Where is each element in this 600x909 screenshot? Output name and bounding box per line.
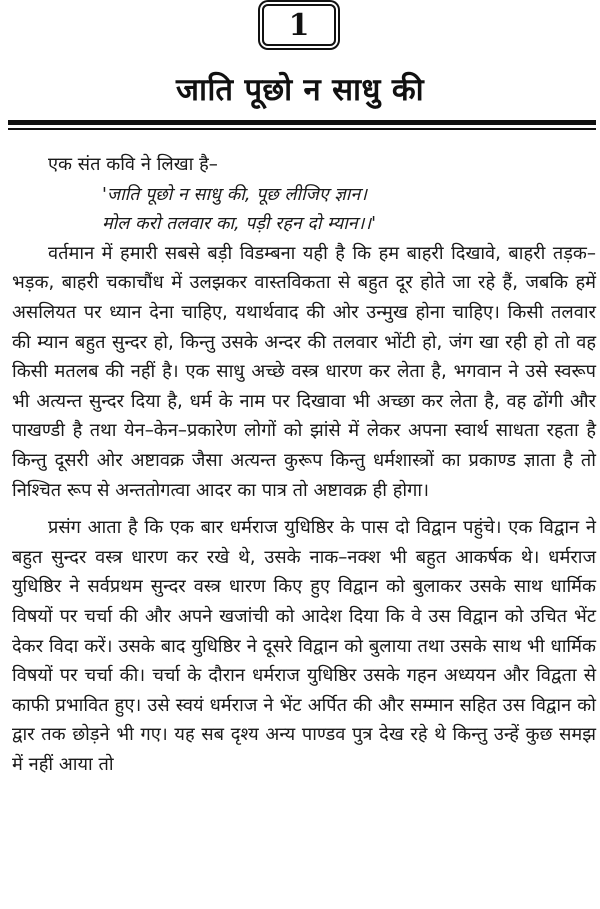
chapter-title: जाति पूछो न साधु की [176, 72, 424, 108]
intro-line: एक संत कवि ने लिखा है– [48, 154, 218, 175]
paragraph-2: प्रसंग आता है कि एक बार धर्मराज युधिष्ठिर के पास दो विद्वान पहुंचे। एक विद्वान ने बहुत सुन्दर वस्त्र धारण कर रखे थे, उसके नाक–नक्श भी बहुत आकर्षक थे। धर्मराज युधिष्ठिर ने सर्वप्रथम सुन्दर वस्त्र धारण किए हुए विद्वान को बुलाकर उसके साथ धार्मिक विषयों पर चर्चा की और अपने खजांची को आदेश दिया कि वे उस विद्वान को उचित भेंट देकर विदा करें। उसके बाद युधिष्ठिर ने दूसरे विद्वान को बुलाया तथा उसके साथ भी धार्मिक विषयों पर चर्चा की। चर्चा के दौरान धर्मराज युधिष्ठिर उसके गहन अध्ययन और विद्वता से काफी प्रभावित हुए। उसे स्वयं धर्मराज ने भेंट अर्पित की और सम्मान सहित उस विद्वान को द्वार तक छोड़ने भी गए। यह सब दृश्य अन्य पाण्डव पुत्र देख रहे थे किन्तु उन्हें कुछ समझ में नहीं आया तो [12, 517, 596, 775]
quote-line-2: मोल करो तलवार का, पड़ी रहन दो म्यान।।' [102, 213, 377, 235]
paragraph-1: वर्तमान में हमारी सबसे बड़ी विडम्बना यही है कि हम बाहरी दिखावे, बाहरी तड़क–भड़क, बाहरी चकाचौंध में उलझकर वास्तविकता से बहुत दूर होते जा रहे हैं, जबकि हमें असलियत पर ध्यान देना चाहिए, यथार्थवाद की ओर उन्मुख होना चाहिए। किसी तलवार की म्यान बहुत सुन्दर हो, किन्तु उसके अन्दर की तलवार भोंटी हो, जंग खा रही हो तो वह किसी मतलब की नहीं है। एक साधु अच्छे वस्त्र धारण कर लेता है, भगवान ने उसे स्वरूप भी अत्यन्त सुन्दर दिया है, धर्म के नाम पर दिखावा भी अच्छा कर लेता है, वह ढोंगी और पाखण्डी है तथा येन–केन–प्रकारेण लोगों को झांसे में लेकर अपना स्वार्थ साधता रहता है किन्तु दूसरी ओर अष्टावक्र जैसा अत्यन्त कुरूप किन्तु धर्मशास्त्रों का प्रकाण्ड ज्ञाता है तो निश्चित रूप से अन्ततोगत्वा आदर का पात्र तो अष्टावक्र ही होगा। [12, 242, 596, 501]
chapter-number: 1 [288, 7, 310, 43]
title-rule-thin [8, 128, 596, 130]
title-rule-thick [8, 120, 596, 125]
chapter-number-box [262, 4, 336, 46]
quote-line-1: 'जाति पूछो न साधु की, पूछ लीजिए ज्ञान। [102, 183, 367, 205]
chapter-body [12, 150, 596, 779]
